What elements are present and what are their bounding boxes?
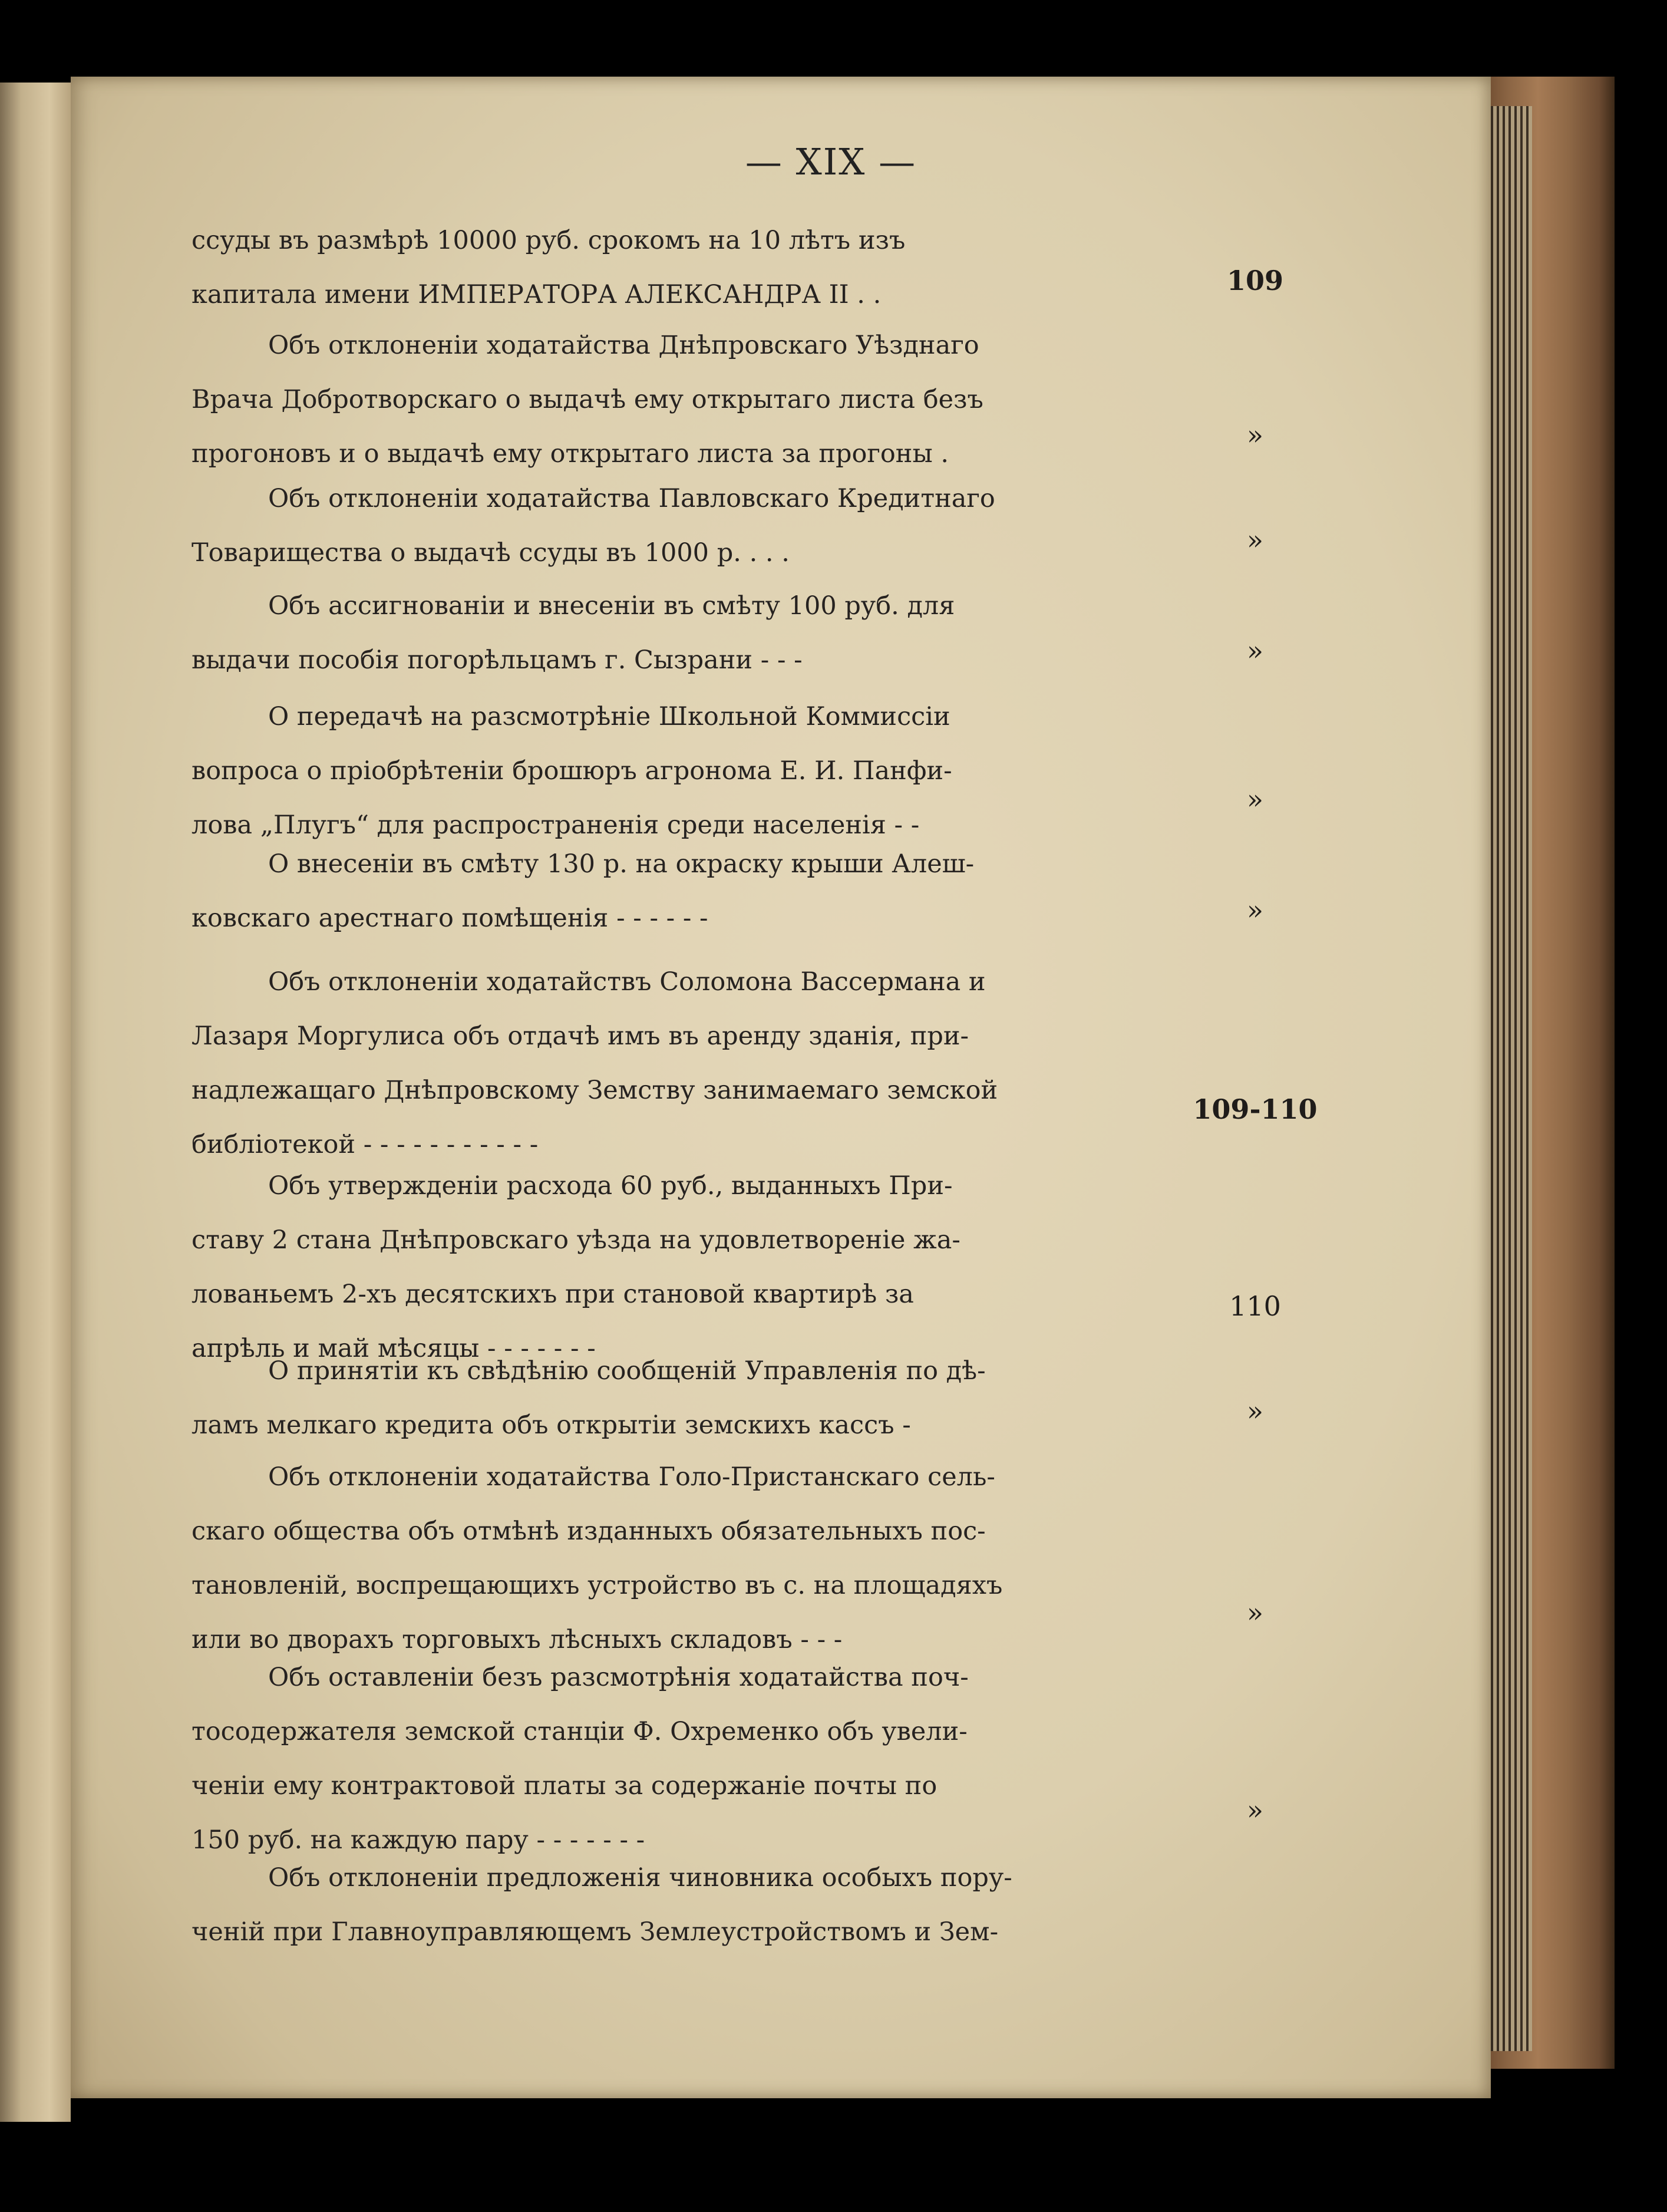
left-page-edge bbox=[0, 83, 71, 2122]
entry-4 bbox=[192, 579, 1131, 687]
page-ref: 110 bbox=[1229, 1290, 1281, 1322]
entry-line: ссуды въ размѣрѣ 10000 руб. срокомъ на 10 лѣтъ изъ bbox=[192, 226, 906, 255]
page-ref: 109-110 bbox=[1193, 1093, 1318, 1125]
entry-line: О принятіи къ свѣдѣнію сообщеній Управленія по дѣ- bbox=[268, 1356, 986, 1386]
entry-line: надлежащаго Днѣпровскому Земству занимаемаго земской bbox=[192, 1076, 998, 1105]
entry-line: Врача Добротворскаго о выдачѣ ему открытаго листа безъ bbox=[192, 385, 983, 414]
page-ref: » bbox=[1246, 1395, 1264, 1427]
page-ref: » bbox=[1246, 783, 1264, 815]
entry-2 bbox=[192, 318, 1131, 481]
page-ref: » bbox=[1246, 635, 1264, 667]
entry-line: лованьемъ 2-хъ десятскихъ при становой квартирѣ за bbox=[192, 1280, 914, 1309]
entry-6 bbox=[192, 837, 1131, 945]
entry-line: Объ отклоненіи ходатайства Павловскаго Кредитнаго bbox=[268, 484, 995, 513]
entry-line: Лазаря Моргулиса объ отдачѣ имъ въ аренду зданія, при- bbox=[192, 1021, 969, 1051]
page-ref: » bbox=[1246, 894, 1264, 926]
page-ref: 109 bbox=[1226, 265, 1284, 296]
page-ref: » bbox=[1246, 1794, 1264, 1826]
entry-line: О передачѣ на разсмотрѣніе Школьной Коммиссіи bbox=[268, 702, 950, 731]
entry-12 bbox=[192, 1851, 1131, 1959]
entry-line: ченій при Главноуправляющемъ Землеустройствомъ и Зем- bbox=[192, 1917, 999, 1947]
entry-line: тосодержателя земской станціи Ф. Охременко объ увели- bbox=[192, 1717, 968, 1746]
page-stack-edges bbox=[1485, 106, 1532, 2051]
entry-line: О внесеніи въ смѣту 130 р. на окраску крыши Алеш- bbox=[268, 849, 975, 879]
entry-11 bbox=[192, 1650, 1131, 1867]
entry-line: апрѣль и май мѣсяцы - - - - - - - bbox=[192, 1334, 596, 1363]
page-ref: » bbox=[1246, 419, 1264, 451]
entry-line: или во дворахъ торговыхъ лѣсныхъ складовъ - - - bbox=[192, 1625, 843, 1654]
entry-line: ламъ мелкаго кредита объ открытіи земскихъ кассъ - bbox=[192, 1410, 911, 1440]
entry-line: Объ утвержденіи расхода 60 руб., выданныхъ При- bbox=[268, 1171, 953, 1201]
entry-1 bbox=[192, 213, 1131, 322]
entry-8 bbox=[192, 1159, 1131, 1376]
entry-line: Объ отклоненіи предложенія чиновника особыхъ пору- bbox=[268, 1863, 1012, 1893]
page-ref: » bbox=[1246, 1597, 1264, 1628]
entry-5 bbox=[192, 690, 1131, 852]
entry-3 bbox=[192, 472, 1131, 580]
entry-line: ковскаго арестнаго помѣщенія - - - - - - bbox=[192, 904, 708, 933]
entry-line: Объ отклоненіи ходатайства Голо-Пристанскаго сель- bbox=[268, 1462, 995, 1492]
entry-line: ченіи ему контрактовой платы за содержаніе почты по bbox=[192, 1771, 938, 1801]
entry-line: Объ отклоненіи ходатайствъ Соломона Вассермана и bbox=[268, 967, 986, 997]
entry-line: Объ отклоненіи ходатайства Днѣпровскаго Уѣзднаго bbox=[268, 331, 979, 360]
entry-line: 150 руб. на каждую пару - - - - - - - bbox=[192, 1825, 645, 1855]
page-number: — XIX — bbox=[745, 140, 917, 183]
entry-line: библіотекой - - - - - - - - - - - bbox=[192, 1130, 539, 1159]
entry-line: Объ ассигнованіи и внесеніи въ смѣту 100 руб. для bbox=[268, 591, 955, 621]
entry-9 bbox=[192, 1344, 1131, 1452]
entry-line: вопроса о пріобрѣтеніи брошюръ агронома Е. И. Панфи- bbox=[192, 756, 952, 786]
entry-line: Объ оставленіи безъ разсмотрѣнія ходатайства поч- bbox=[268, 1663, 969, 1692]
entry-line: выдачи пособія погорѣльцамъ г. Сызрани - - - bbox=[192, 645, 803, 675]
entry-line: Товарищества о выдачѣ ссуды въ 1000 р. . . . bbox=[192, 538, 790, 568]
entry-10 bbox=[192, 1450, 1131, 1667]
entry-line: прогоновъ и о выдачѣ ему открытаго листа за прогоны . bbox=[192, 439, 949, 469]
entry-line: скаго общества объ отмѣнѣ изданныхъ обязательныхъ пос- bbox=[192, 1517, 986, 1546]
entry-line: лова „Плугъ“ для распространенія среди населенія - - bbox=[192, 810, 920, 840]
entry-7 bbox=[192, 955, 1131, 1172]
entry-line: ставу 2 стана Днѣпровскаго уѣзда на удовлетвореніе жа- bbox=[192, 1225, 960, 1255]
entry-line: капитала имени ИМПЕРАТОРА АЛЕКСАНДРА II . . bbox=[192, 280, 882, 309]
page-ref: » bbox=[1246, 524, 1264, 556]
entry-line: тановленій, воспрещающихъ устройство въ с. на площадяхъ bbox=[192, 1571, 1003, 1600]
